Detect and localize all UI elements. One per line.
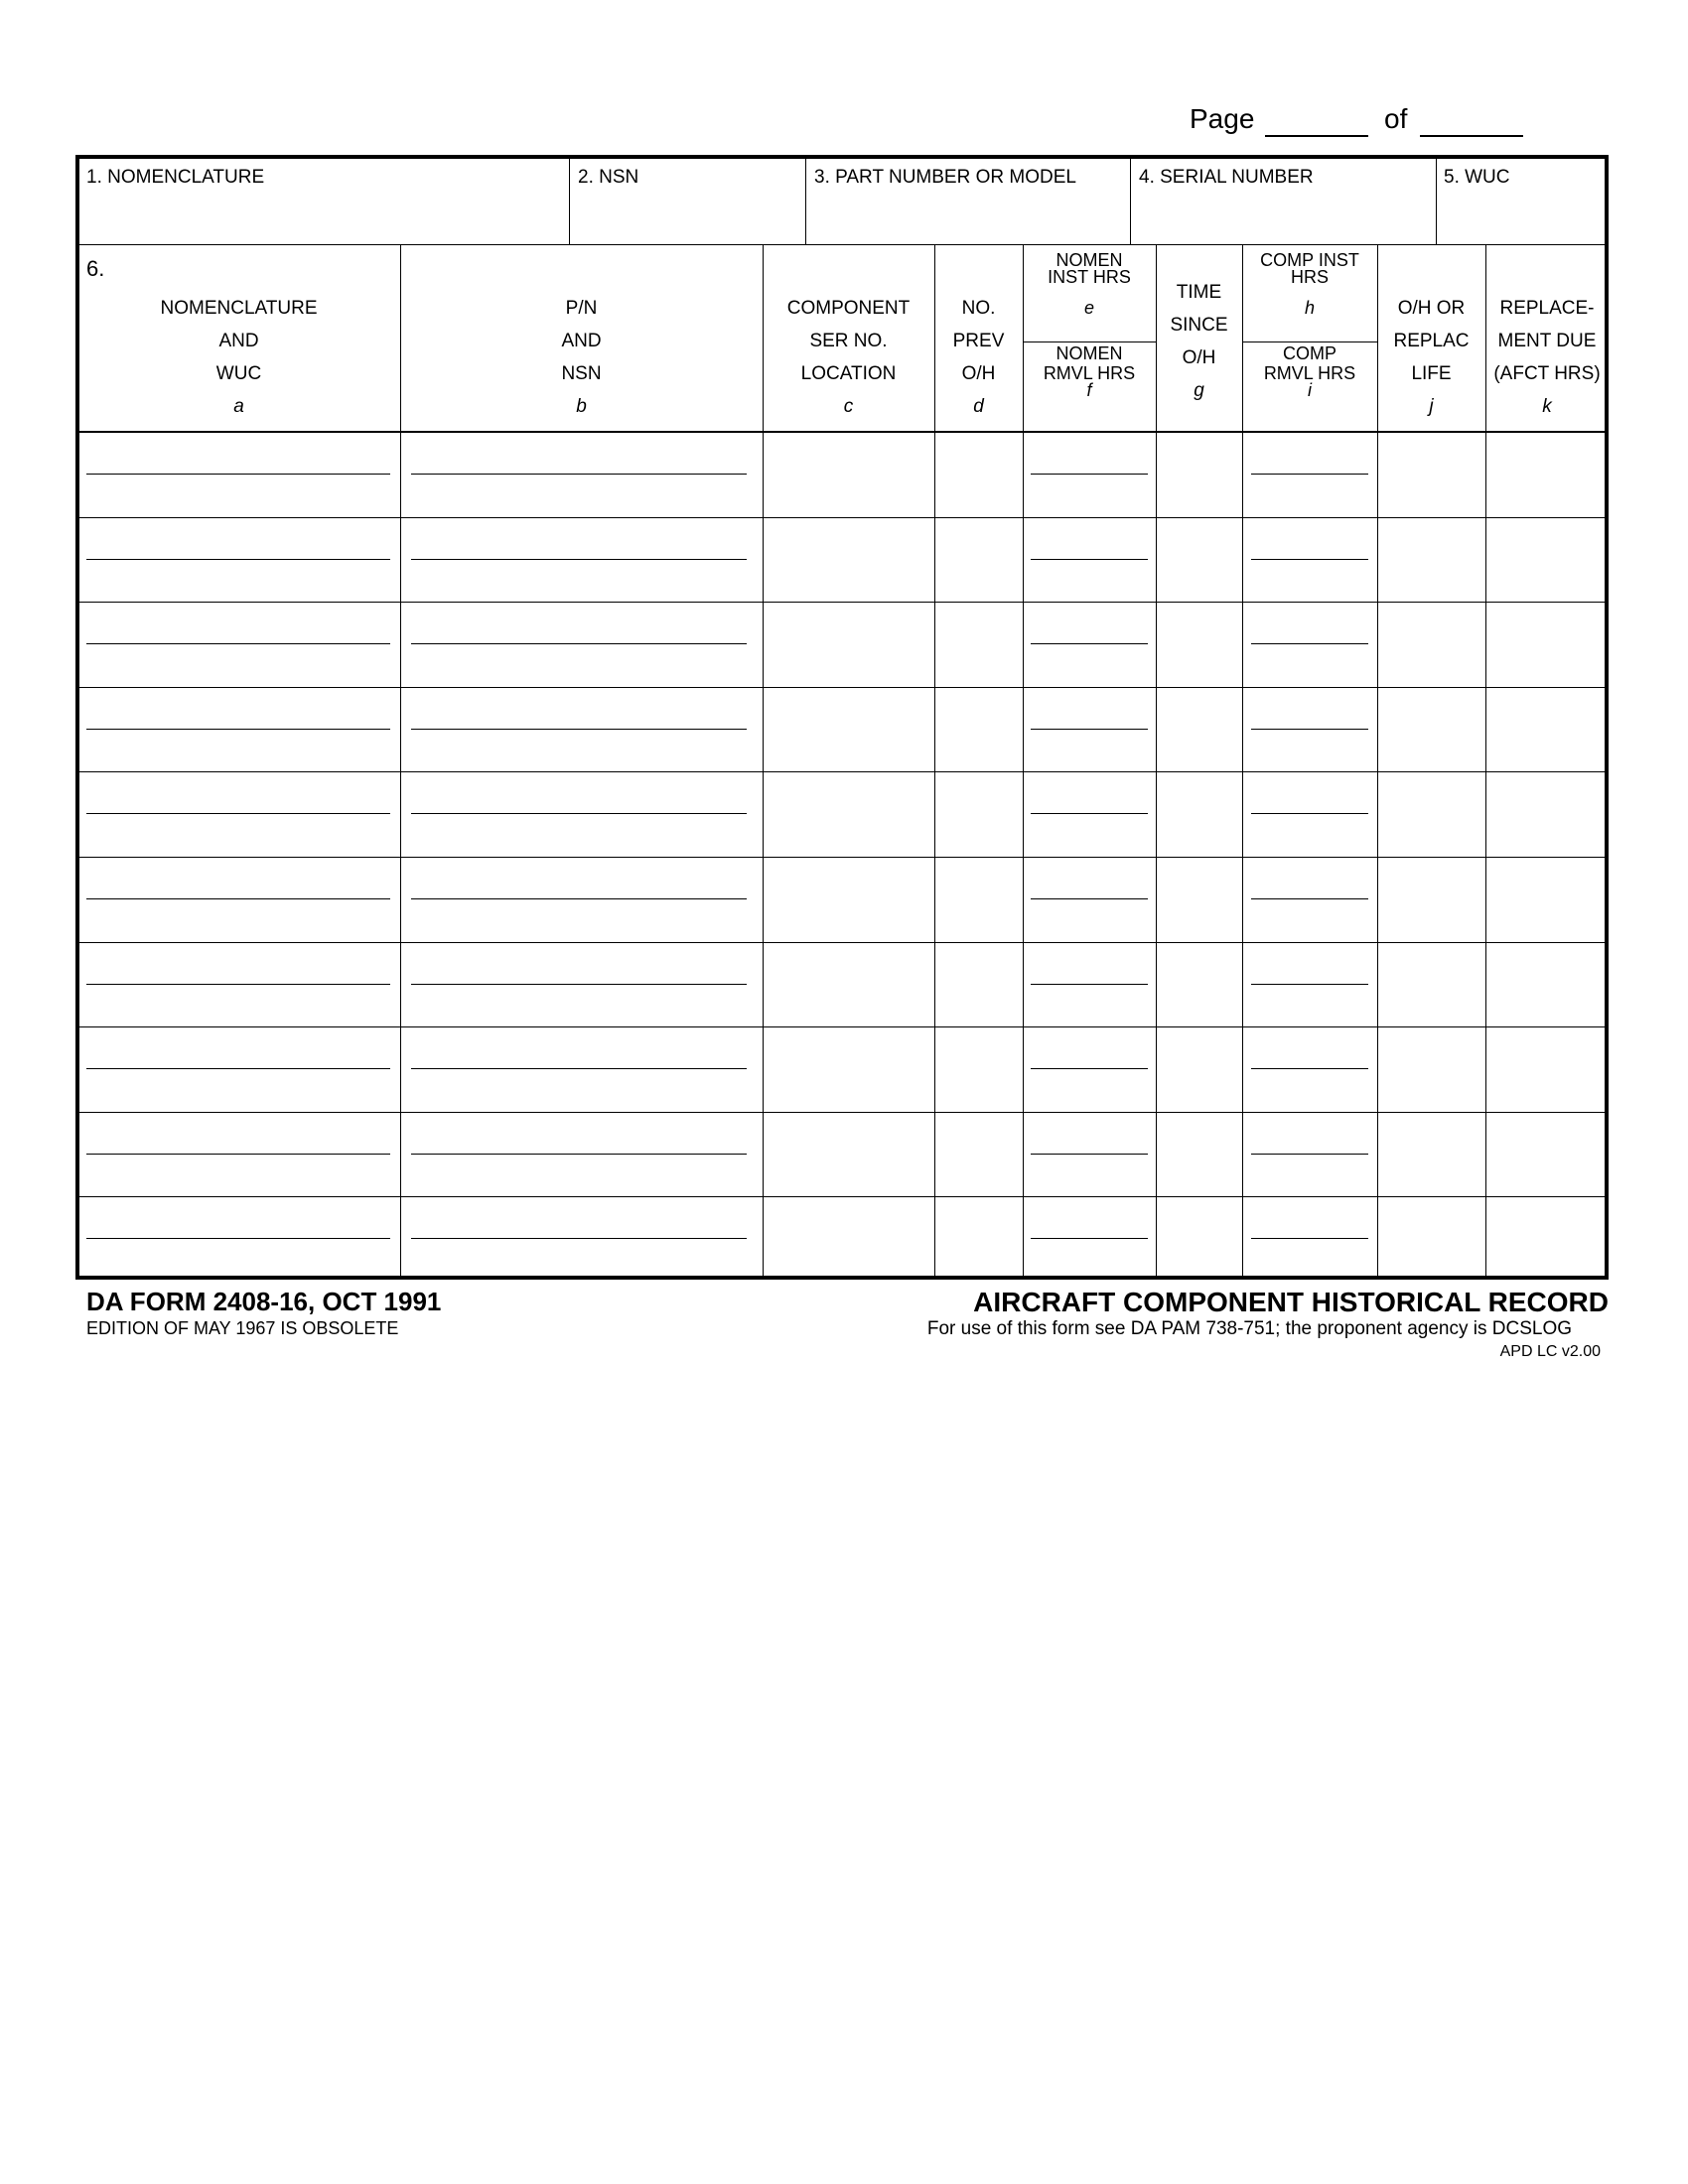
fill-line — [86, 1154, 390, 1155]
fill-line — [86, 1238, 390, 1239]
col-i-header: COMP RMVL HRS i — [1263, 343, 1356, 400]
fill-line — [411, 1238, 747, 1239]
form-title: AIRCRAFT COMPONENT HISTORICAL RECORD — [973, 1287, 1609, 1317]
fill-line — [1031, 729, 1148, 730]
fill-line — [1031, 984, 1148, 985]
fill-line — [411, 559, 747, 560]
edition-note: EDITION OF MAY 1967 IS OBSOLETE — [86, 1318, 399, 1338]
fill-line — [1251, 559, 1368, 560]
fill-line — [1031, 813, 1148, 814]
page-number-line — [1190, 101, 1523, 141]
fill-line — [86, 474, 390, 475]
fill-line — [1251, 1154, 1368, 1155]
fill-line — [1031, 1068, 1148, 1069]
col-g-header: TIME SINCE O/H g — [1170, 282, 1228, 401]
col-e-header: NOMEN INST HRS e — [1048, 250, 1131, 318]
fill-line — [1251, 1238, 1368, 1239]
fill-line — [1031, 898, 1148, 899]
col-j-header: O/H OR REPLAC LIFE j — [1393, 298, 1470, 417]
of-label: of — [1384, 103, 1408, 134]
fill-line — [1251, 898, 1368, 899]
fill-line — [411, 813, 747, 814]
wuc-label: 5. WUC — [1444, 167, 1510, 188]
fill-line — [86, 1068, 390, 1069]
total-pages-field[interactable] — [1420, 135, 1523, 137]
form-id: DA FORM 2408-16, OCT 1991 — [86, 1287, 442, 1316]
fill-line — [411, 474, 747, 475]
section-6-number: 6. — [86, 256, 105, 281]
divider — [805, 157, 806, 244]
divider — [569, 157, 570, 244]
fill-line — [86, 813, 390, 814]
version-label: APD LC v2.00 — [1499, 1343, 1601, 1360]
serial-number-label: 4. SERIAL NUMBER — [1139, 167, 1314, 188]
fill-line — [1031, 643, 1148, 644]
col-c-header: COMPONENT SER NO. LOCATION c — [786, 298, 911, 417]
fill-line — [411, 984, 747, 985]
divider — [1023, 341, 1156, 342]
page-label: Page — [1190, 103, 1255, 134]
divider — [1130, 157, 1131, 244]
divider — [1242, 341, 1377, 342]
nsn-label: 2. NSN — [578, 167, 639, 188]
fill-line — [1251, 984, 1368, 985]
col-a-header: NOMENCLATURE AND WUC a — [160, 298, 318, 417]
fill-line — [1031, 1154, 1148, 1155]
col-d-header: NO. PREV O/H d — [952, 298, 1005, 417]
nomenclature-label: 1. NOMENCLATURE — [86, 167, 265, 188]
col-f-header: NOMEN RMVL HRS f — [1043, 343, 1136, 400]
fill-line — [411, 898, 747, 899]
fill-line — [411, 1068, 747, 1069]
fill-line — [1251, 1068, 1368, 1069]
fill-line — [86, 643, 390, 644]
col-k-header: REPLACE- MENT DUE (AFCT HRS) k — [1493, 298, 1601, 417]
page-number-field[interactable] — [1265, 135, 1368, 137]
fill-line — [1031, 559, 1148, 560]
col-b-header: P/N AND NSN b — [561, 298, 602, 417]
fill-line — [1251, 813, 1368, 814]
fill-line — [86, 984, 390, 985]
fill-line — [86, 898, 390, 899]
fill-line — [1251, 474, 1368, 475]
fill-line — [1031, 1238, 1148, 1239]
fill-line — [86, 559, 390, 560]
use-note: For use of this form see DA PAM 738-751; the proponent agency is DCSLOG — [926, 1318, 1572, 1339]
fill-line — [1251, 643, 1368, 644]
fill-line — [411, 1154, 747, 1155]
col-h-header: COMP INST HRS h — [1260, 250, 1359, 318]
fill-line — [86, 729, 390, 730]
fill-line — [411, 643, 747, 644]
fill-line — [1031, 474, 1148, 475]
divider — [1436, 157, 1437, 244]
fill-line — [411, 729, 747, 730]
fill-line — [1251, 729, 1368, 730]
part-number-label: 3. PART NUMBER OR MODEL — [814, 167, 1076, 188]
